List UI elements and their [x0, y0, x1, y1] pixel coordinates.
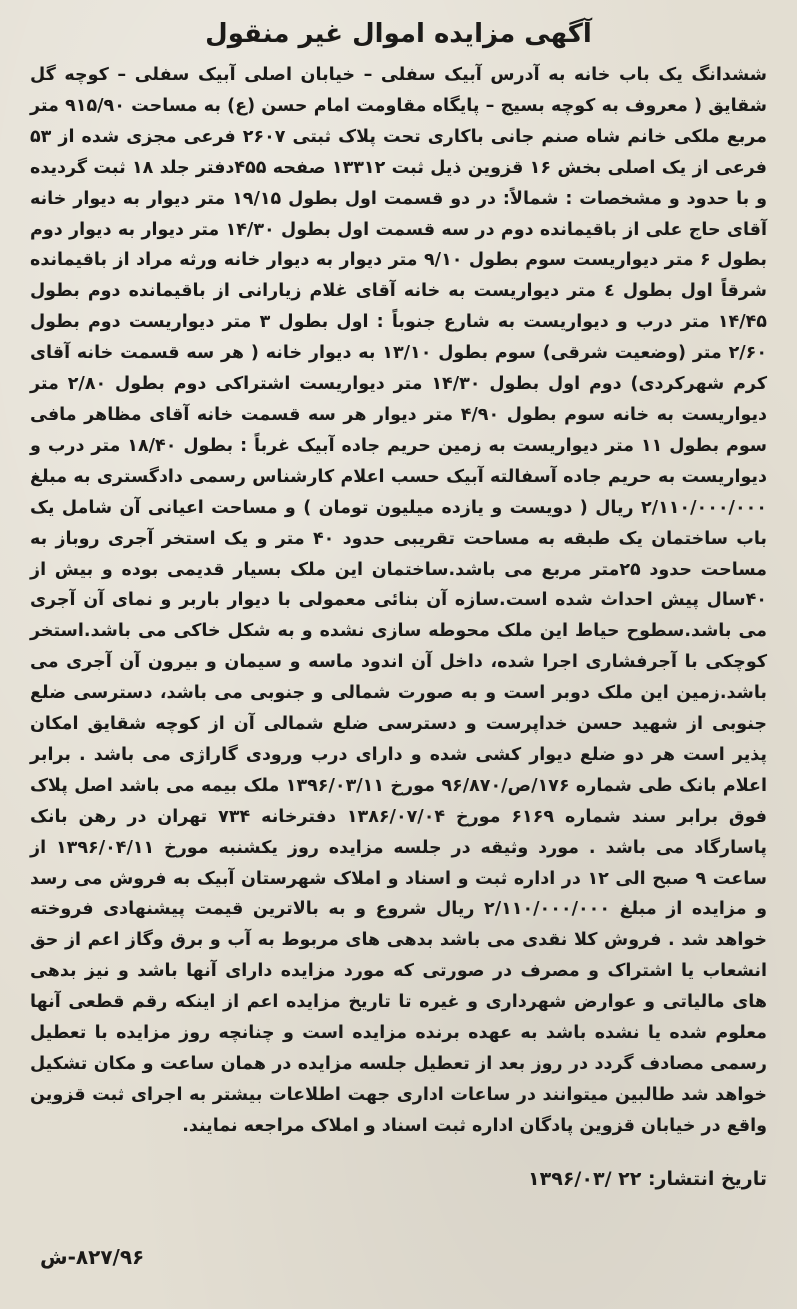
notice-reference-number: ۸۲۷/۹۶-ش: [40, 1245, 145, 1269]
notice-body: ششدانگ یک باب خانه به آدرس آبیک سفلی – خیابان اصلی آبیک سفلی – کوچه گل شقایق ( معروف به کوچه بسیج – پایگاه مقاومت امام حسن (ع) به مساحت ۹۱۵/۹۰ متر مربع ملکی خانم شاه صنم جانی باکاری تحت پلاک ثبتی ۲۶۰۷ فرعی مجزی شده از ۵۳ فرعی از یک اصلی بخش ۱۶ قزوین ذیل ثبت ۱۳۳۱۲ صفحه ۴۵۵دفتر جلد ۱۸ ثبت گردیده و با حدود و مشخصات : شمالاً: در دو قسمت اول بطول ۱۹/۱۵ متر دیوار به دیوار خانه آقای حاج علی از باقیمانده دوم در سه قسمت اول بطول ۱۴/۳۰ متر دیوار به دیوار دوم بطول ۶ متر دیواریست سوم بطول ۹/۱۰ متر دیوار به دیوار خانه ورثه مراد از باقیمانده شرقاً اول بطول ٤ متر دیواریست به خانه آقای غلام زیارانی از باقیمانده دوم بطول ۱۴/۴۵ متر درب و دیواریست به شارع جنوباً : اول بطول ۳ متر دیواریست دوم بطول ۲/۶۰ متر (وضعیت شرقی) سوم بطول ۱۳/۱۰ به دیوار خانه ( هر سه قسمت خانه آقای کرم شهرکردی) دوم اول بطول ۱۴/۳۰ متر دیواریست اشتراکی دوم بطول ۲/۸۰ متر دیواریست به خانه سوم بطول ۴/۹۰ متر دیوار هر سه قسمت خانه آقای مظاهر مافی سوم بطول ۱۱ متر دیواریست به زمین حریم جاده آبیک غرباً : بطول ۱۸/۴۰ متر درب و دیواریست به حریم جاده آسفالته آبیک حسب اعلام کارشناس رسمی دادگستری به مبلغ ۲/۱۱۰/۰۰۰/۰۰۰ ریال ( دویست و یازده میلیون تومان ) و مساحت اعیانی آن شامل یک باب ساختمان یک طبقه به مساحت تقریبی حدود ۴۰ متر و یک استخر آجری روباز به مساحت حدود ۲۵متر مربع می باشد.ساختمان این ملک بسیار قدیمی بوده و بیش از ۴۰سال پیش احداث شده است.سازه آن بنائی معمولی با دیوار باربر و نمای آن آجری می باشد.سطوح حیاط این ملک محوطه سازی نشده و به شکل خاکی می باشد.استخر کوچکی با آجرفشاری اجرا شده، داخل آن اندود ماسه و سیمان و بیرون آن آجری می باشد.زمین این ملک دوبر است و به صورت شمالی و جنوبی می باشد، دسترسی ضلع جنوبی از شهید حسن خداپرست و دسترسی ضلع شمالی آن از کوچه شقایق امکان پذیر است هر دو ضلع دیوار کشی شده و دارای درب ورودی گاراژی می باشد . برابر اعلام بانک طی شماره ۱۷۶/ص/۹۶/۸۷۰ مورخ ۱۳۹۶/۰۳/۱۱ ملک بیمه می باشد اصل پلاک فوق برابر سند شماره ۶۱۶۹ مورخ ۱۳۸۶/۰۷/۰۴ دفترخانه ۷۳۴ تهران در رهن بانک پاسارگاد می باشد . مورد وثیقه در جلسه مزایده روز یکشنبه مورخ ۱۳۹۶/۰۴/۱۱ از ساعت ۹ صبح الی ۱۲ در اداره ثبت و اسناد و املاک شهرستان آبیک به فروش می رسد و مزایده از مبلغ ۲/۱۱۰/۰۰۰/۰۰۰ ریال شروع و به بالاترین قیمت پیشنهادی فروخته خواهد شد . فروش کلا نقدی می باشد بدهی های مربوط به آب و برق وگاز اعم از حق انشعاب یا اشتراک و مصرف در صورتی که مورد مزایده دارای آنها باشد و نیز بدهی های مالیاتی و عوارض شهرداری و غیره تا تاریخ مزایده اعم از اینکه رقم قطعی آنها معلوم شده یا نشده باشد به عهده برنده مزایده است و چنانچه روز مزایده با تعطیل رسمی مصادف گردد در روز بعد از تعطیل جلسه مزایده در همان ساعت و مکان تشکیل خواهد شد طالبین میتوانند در ساعات اداری جهت اطلاعات بیشتر به اجرای ثبت قزوین واقع در خیابان قزوین پادگان اداره ثبت اسناد و املاک مراجعه نمایند.: [30, 65, 768, 1136]
publish-date: تاریخ انتشار: ۲۲ /۱۳۹۶/۰۳: [528, 1167, 767, 1190]
notice-title: آگهی مزایده اموال غیر منقول: [205, 19, 592, 49]
